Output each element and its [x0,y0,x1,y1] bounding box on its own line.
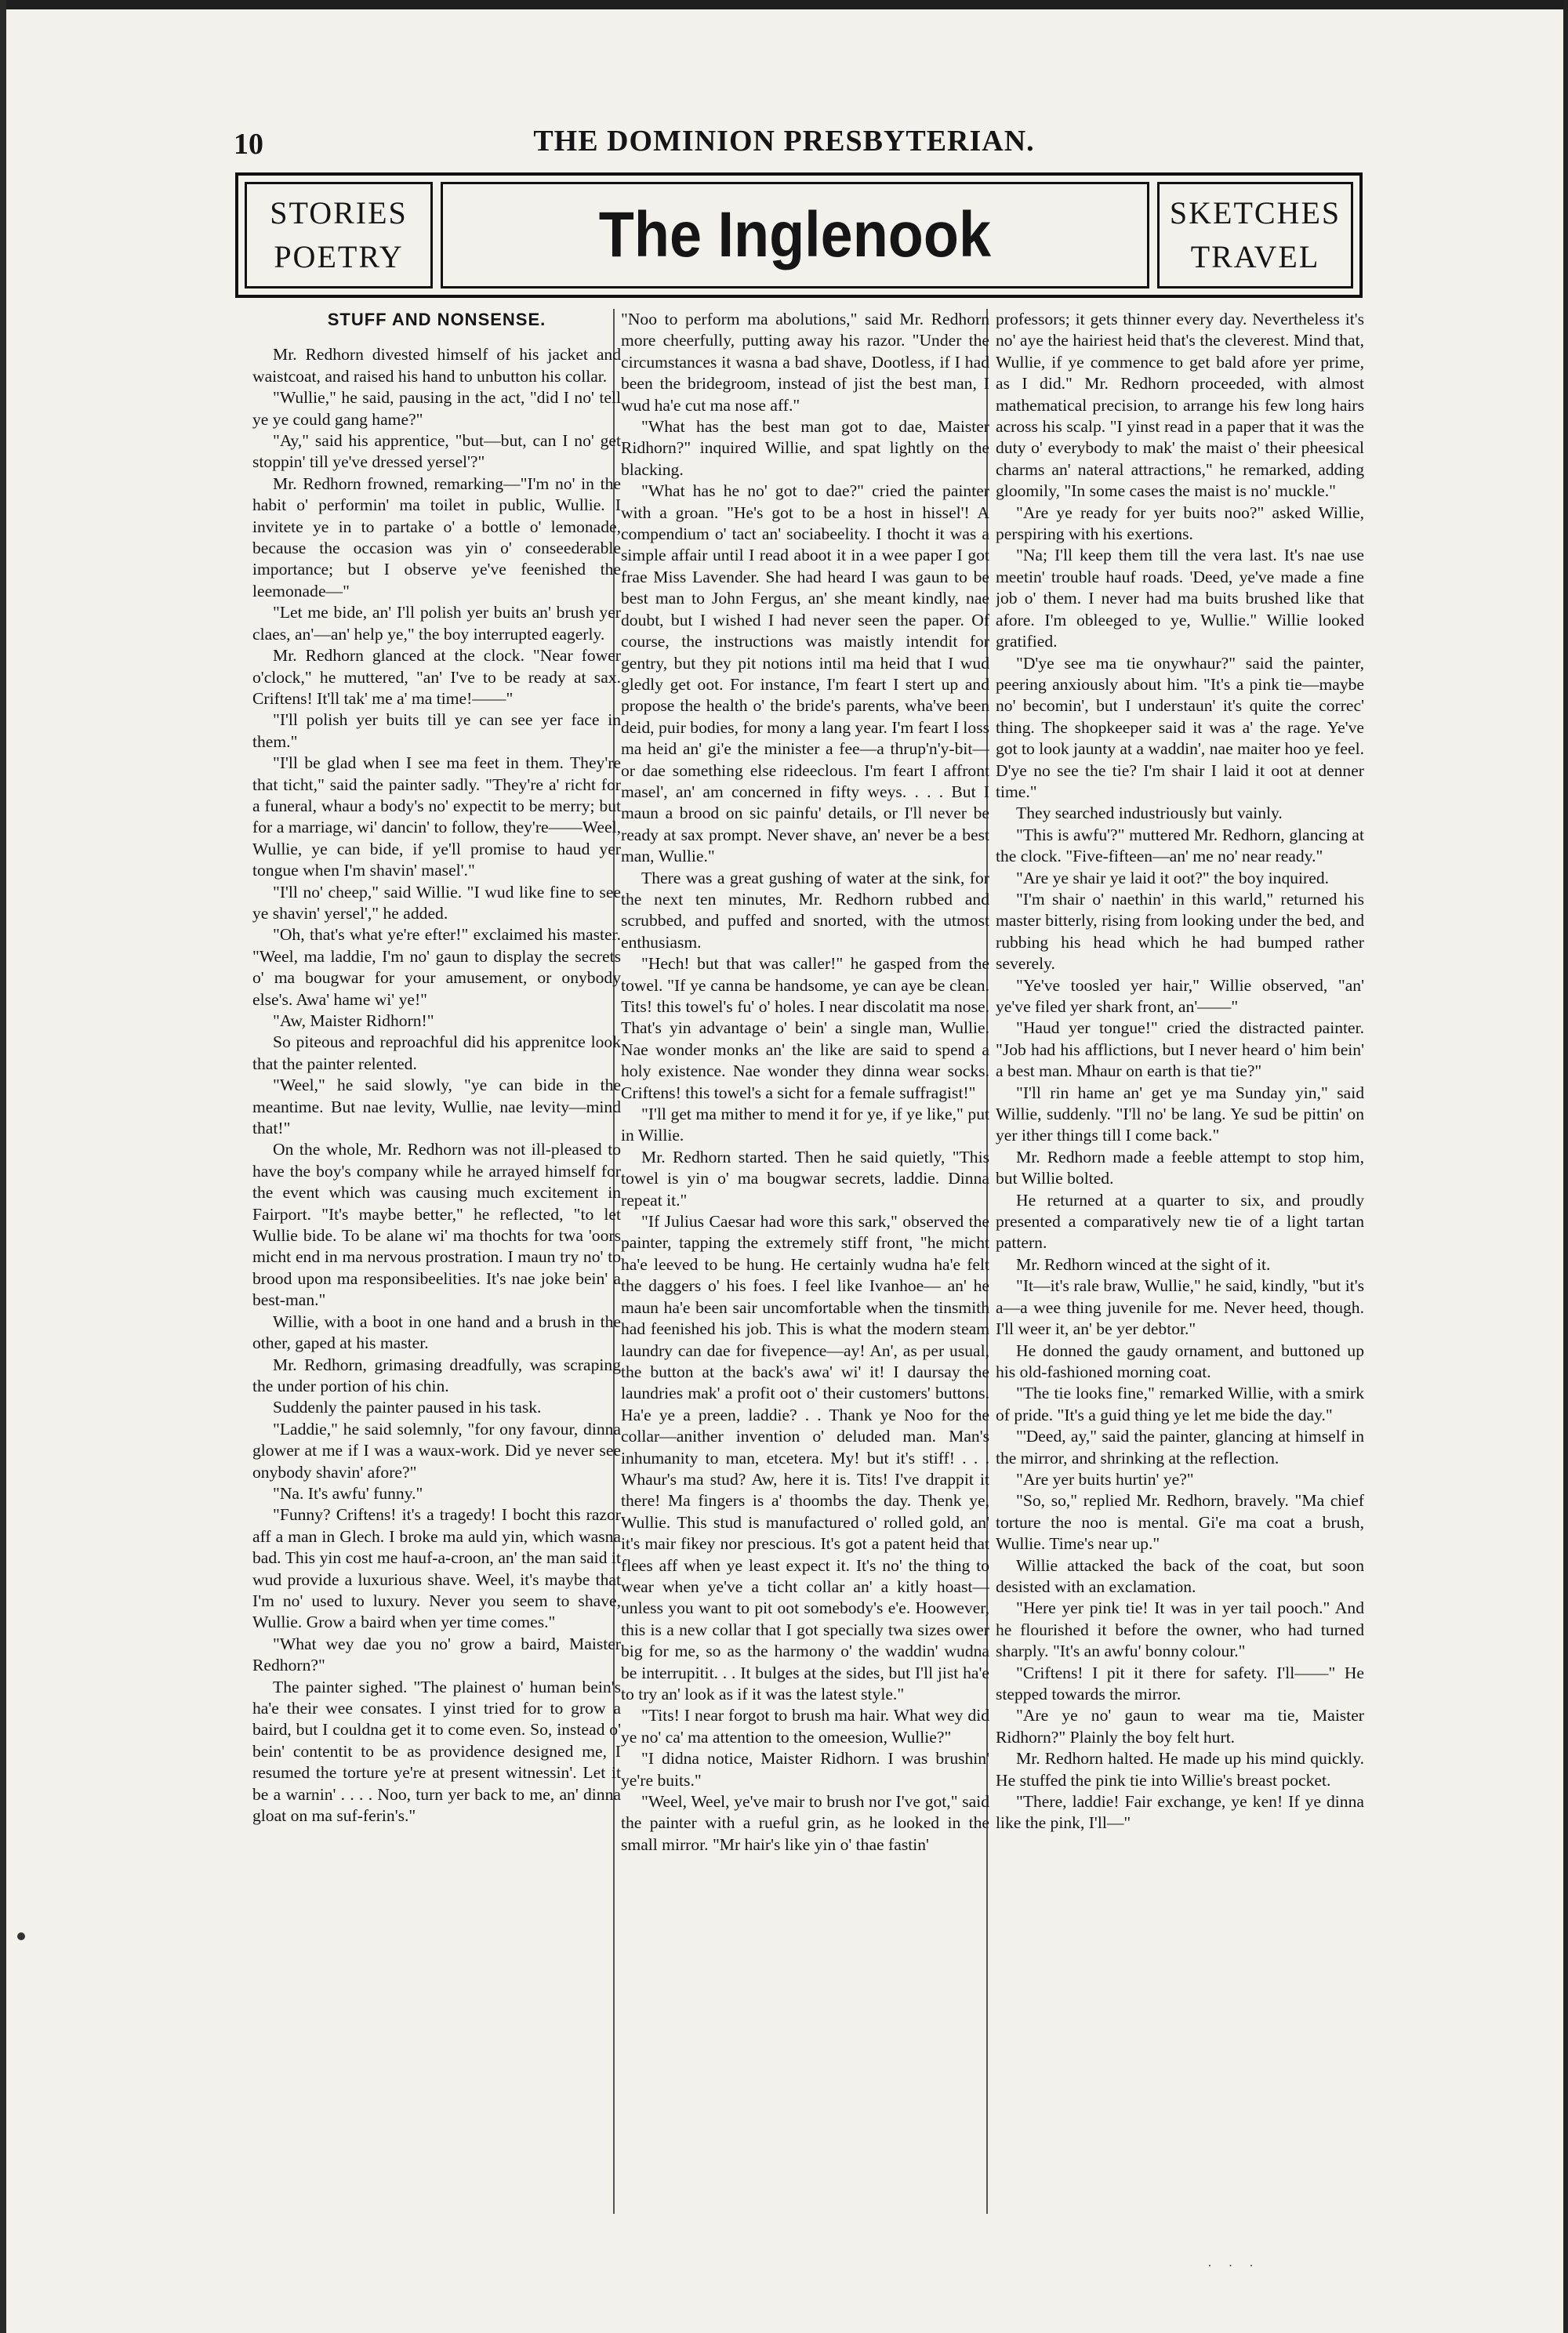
banner-right-bottom: TRAVEL [1190,239,1320,274]
scan-edge-right [1563,0,1568,2333]
banner-left-bottom: POETRY [274,239,404,274]
banner-left-box [245,182,433,288]
paragraph: "Na. It's awfu' funny." [273,1483,423,1503]
scan-edge-top [0,0,1568,9]
page-number: 10 [234,128,263,161]
paragraph: Mr. Redhorn glanced at the clock. "Near fower o'clock," he muttered, "an' I've to be ready at sax. Criftens! It'll tak' me a' ma time!——" [252,646,621,708]
article-column-2 [621,309,989,2214]
paragraph: "Wullie," he said, pausing in the act, "did I no' tell ye ye could gang hame?" [252,388,621,429]
paragraph: "It—it's rale braw, Wullie," he said, kindly, "but it's a—a wee thing juvenile for me. Never heed, though. I'll weer it, an' be yer debtor." [996,1276,1364,1339]
scan-mark [17,1932,25,1940]
paragraph: There was a great gushing of water at the sink, for the next ten minutes, Mr. Redhorn rubbed and scrubbed, and puffed and snorted, with the utmost enthusiasm. [621,868,989,952]
banner-title-box [441,182,1149,288]
paragraph: Mr. Redhorn winced at the sight of it. [1016,1254,1271,1274]
paragraph: "Oh, that's what ye're efter!" exclaimed his master. "Weel, ma laddie, I'm no' gaun to display the secrets o' ma bougwar for your amusement, or onybody else's. Awa' hame wi' ye!" [252,925,621,1009]
paragraph: "So, so," replied Mr. Redhorn, bravely. "Ma chief torture the noo is mental. Gi'e ma coat a brush, Wullie. Time's near up." [996,1491,1364,1554]
paragraph: "I'll rin hame an' get ye ma Sunday yin," said Willie, suddenly. "I'll no' be lang. Ye sud be pittin' on yer ither things till I come back." [996,1083,1364,1145]
column-3-text [996,309,1364,1834]
paragraph: "Ye've toosled yer hair," Willie observed, "an' ye've filed yer shark front, an'——" [996,975,1364,1016]
paragraph: On the whole, Mr. Redhorn was not ill-pleased to have the boy's company while he arrayed himself for the event which was causing much excitement in Fairport. "It's maybe better," he reflected, "to let Wullie bide. To be alane wi' ma thochts for twa 'oors micht end in ma nervous prostration. I maun try no' to brood upon ma responsibeelities. It's nae joke bein' a best-man." [252,1140,621,1310]
paragraph: "If Julius Caesar had wore this sark," observed the painter, tapping the extremely stiff front, "he micht ha'e leeved to be hung. He certainly wudna ha'e felt the daggers o' his foes. I feel like Ivanhoe— an' he maun ha'e been sair uncomfortable when the tinsmith had feenished his job. This is what the modern steam laundry can dae for fivepence—ay! An', as per usual, the button at the back's awa' wi' it! I daursay the laundries mak' a profit oot o' their customers' buttons. Ha'e ye a preen, laddie? . . Thank ye Noo for the collar—anither invention o' deluded man. Man's inhumanity to man, etcetera. My! but it's stiff! . . . Whaur's ma stud? Aw, here it is. Tits! I've drappit it there! Ma fingers is a' thoombs the day. Thenk ye, Wullie. This stud is manufactured o' rolled gold, an' it's mair fikey nor prescious. It's got a patent heid that flees aff when ye least expect it. It's no' the thing to wear when ye've a ticht collar an' a kitly hoast—unless you want to pit oot somebody's e'e. Hoowever, this is a new collar that I got specially twa sizes ower big for me, so as the harmony o' the waddin' wudna be interrupitit. . . It bulges at the sides, but I'll jist ha'e to try an' look as if it was the latest style." [621,1212,989,1703]
paragraph: "Tits! I near forgot to brush ma hair. What wey did ye no' ca' ma attention to the omeesion, Wullie?" [621,1706,989,1747]
paragraph: Mr. Redhorn made a feeble attempt to stop him, but Willie bolted. [996,1147,1364,1188]
paragraph: They searched industriously but vainly. [1016,804,1283,823]
paragraph: Mr. Redhorn frowned, remarking—"I'm no' in the habit o' performin' ma toilet in public, Wullie. I invitete ye in to partake o' a bottle o' lemonade, because the occasion was yin o' conseederable importance; but I observe ye've feenished the leemonade—" [252,473,621,600]
banner-right-box [1157,182,1353,288]
paragraph: Mr. Redhorn divested himself of his jacket and waistcoat, and raised his hand to unbutton his collar. [252,345,621,386]
paragraph: "Hech! but that was caller!" he gasped from the towel. "If ye canna be handsome, ye can aye be clean. Tits! this towel's fu' o' holes. I near discolatit ma nose. That's yin advantage o' bein' a single man, Wullie. Nae wonder monks an' the like are said to spend a holy existence. Nae wonder they dinna wear socks. Criftens! this towel's a sicht for a female suffragist!" [621,954,989,1102]
paragraph: "'Deed, ay," said the painter, glancing at himself in the mirror, and shrinking at the reflection. [996,1427,1364,1468]
paragraph: "I'll polish yer buits till ye can see yer face in them." [252,710,621,751]
paragraph: "Are ye no' gaun to wear ma tie, Maister Ridhorn?" Plainly the boy felt hurt. [996,1706,1364,1747]
paragraph: "This is awfu'?" muttered Mr. Redhorn, glancing at the clock. "Five-fifteen—an' me no' near ready." [996,825,1364,866]
column-1-text [252,344,621,1827]
paragraph: "Here yer pink tie! It was in yer tail pooch." And he flourished it before the owner, who had turned sharply. "It's an awfu' bonny colour." [996,1598,1364,1661]
paragraph: The painter sighed. "The plainest o' human bein's ha'e their wee consates. I yinst tried for to grow a baird, but I couldna get it to come even. So, instead o' bein' contentit to be as providence designed me, I resumed the torture ye're at present witnessin'. Let it be a warnin' . . . . Noo, turn yer back to me, an' dinna gloat on ma suf-ferin's." [252,1677,621,1826]
paragraph: "Are ye shair ye laid it oot?" the boy inquired. [1016,868,1330,887]
paragraph: Suddenly the painter paused in his task. [273,1398,542,1417]
paragraph: He returned at a quarter to six, and proudly presented a comparatively new tie of a light tartan pattern. [996,1190,1364,1253]
paragraph: "Noo to perform ma abolutions," said Mr. Redhorn more cheerfully, putting away his razor. "Under the circumstances it wasna a bad shave, Dootless, if I had been the bridegroom, instead of jist the best man, I wud ha'e cut ma nose aff." [621,310,989,415]
paragraph: "Weel, Weel, ye've mair to brush nor I've got," said the painter with a rueful grin, as he looked in the small mirror. "Mr hair's like yin o' thae fastin' [621,1792,989,1854]
paragraph: "What has he no' got to dae?" cried the painter with a groan. "He's got to be a host in hissel'! A compendium o' tact an' sociabeelity. I thocht it was a simple affair until I read aboot it in a wee paper I got frae Miss Lavender. She had heard I was gaun to be best man to John Fergus, an' she meant kindly, nae doubt, but I wished I had never seen the paper. Of course, the instructions was maistly intendit for gentry, but they pit notions intil ma heid that I wud gledly get oot. For instance, I'm feart I stert up and propose the health o' the bride's parents, wha've been deid, puir bodies, for mony a lang year. I'm feart I loss ma heid an' gi'e the minister a fee—a thrup'n'y-bit—or dae something else rideeclous. I'm feart I affront masel', an' am concerned in fifty weys. . . . But I maun a brood on sic painfu' details, or I'll never be ready at sax prompt. Never shave, an' never be a best man, Wullie." [621,481,989,866]
paragraph: "Laddie," he said solemnly, "for ony favour, dinna glower at me if I was a waux-work. Did ye never see onybody shavin' afore?" [252,1419,621,1482]
paragraph: "What has the best man got to dae, Maister Ridhorn?" inquired Willie, and spat lightly on the blacking. [621,417,989,479]
paragraph: So piteous and reproachful did his apprenitce look that the painter relented. [252,1032,621,1073]
paragraph: "Ay," said his apprentice, "but—but, can I no' get stoppin' till ye've dressed yersel'?" [252,431,621,472]
paragraph: "The tie looks fine," remarked Willie, with a smirk of pride. "It's a guid thing ye let me bide the day." [996,1384,1364,1424]
scan-edge-left [0,0,6,2333]
paragraph: "Are yer buits hurtin' ye?" [1016,1469,1194,1489]
article-column-3 [996,309,1364,2214]
paragraph: "I'll get ma mither to mend it for ye, if ye like," put in Willie. [621,1105,989,1145]
section-banner [235,172,1363,298]
paragraph: "Criftens! I pit it there for safety. I'll——" He stepped towards the mirror. [996,1663,1364,1703]
scan-specks: · · · [1207,2258,1260,2273]
paragraph: Willie attacked the back of the coat, but soon desisted with an exclamation. [996,1555,1364,1596]
paragraph: "There, laddie! Fair exchange, ye ken! If ye dinna like the pink, I'll—" [996,1792,1364,1833]
paragraph: Willie, with a boot in one hand and a brush in the other, gaped at his master. [252,1312,621,1353]
paragraph: "I'll be glad when I see ma feet in them. They're that ticht," said the painter sadly. "They're a' richt for a funeral, whaur a body's no' expectit to be merry; but for a marriage, wi' dancin' to follow, they're——Weel, Wullie, ye can bide, if ye'll promise to haud yer tongue when I'm shavin' masel'." [252,753,621,880]
paragraph: "I didna notice, Maister Ridhorn. I was brushin' ye're buits." [621,1749,989,1790]
paragraph: professors; it gets thinner every day. Nevertheless it's no' aye the hairiest heid that's the cleverest. Mind that, Wullie, if ye commence to get bald afore yer prime, as I did." Mr. Redhorn proceeded, with almost mathematical precision, to arrange his few long hairs across his scalp. "I yinst read in a paper that it was the duty o' everybody to mak' the maist o' their pheesical charms an' nateral attractions," he remarked, adding gloomily, "In some cases the maist is no' muckle." [996,310,1364,501]
article-column-1 [252,309,621,2214]
newspaper-title: THE DOMINION PRESBYTERIAN. [533,125,1035,158]
paragraph: "Funny? Criftens! it's a tragedy! I bocht this razor aff a man in Glech. I broke ma auld yin, which wasna bad. This yin cost me hauf-a-croon, an' the man said it wud provide a luxurious shave. Weel, it's maybe that I'm no' used to luxury. Never you seem to shave, Wullie. Grow a baird when yer time comes." [252,1505,621,1632]
paragraph: "Weel," he said slowly, "ye can bide in the meantime. But nae levity, Wullie, nae levity—mind that!" [252,1076,621,1138]
paragraph: "Na; I'll keep them till the vera last. It's nae use meetin' trouble hauf roads. 'Deed, ye've made a fine job o' them. I never had ma buits brushed like that afore. I'm obleeged to ye, Wullie." Willie looked gratified. [996,546,1364,651]
paragraph: "I'm shair o' naethin' in this warld," returned his master bitterly, rising from looking under the bed, and rubbing his head which he had bumped rather severely. [996,889,1364,974]
paragraph: "I'll no' cheep," said Willie. "I wud like fine to see ye shavin' yersel'," he added. [252,882,621,923]
section-title: The Inglenook [598,199,992,270]
paragraph: Mr. Redhorn started. Then he said quietly, "This towel is yin o' ma bougwar secrets, laddie. Dinna repeat it." [621,1147,989,1210]
paragraph: Mr. Redhorn, grimasing dreadfully, was scraping the under portion of his chin. [252,1355,621,1395]
paragraph: "Are ye ready for yer buits noo?" asked Willie, perspiring with his exertions. [996,503,1364,544]
column-2-text [621,309,989,1856]
article-heading: STUFF AND NONSENSE. [327,310,546,329]
paragraph: "Let me bide, an' I'll polish yer buits an' brush yer claes, an'—an' help ye," the boy interrupted eagerly. [252,603,621,644]
banner-right-top: SKETCHES [1169,195,1341,230]
paragraph: "Aw, Maister Ridhorn!" [273,1011,434,1030]
paragraph: "D'ye see ma tie onywhaur?" said the painter, peering anxiously about him. "It's a pink tie—maybe no' becomin', but I understaun' it's quite the correc' thing. The shopkeeper said it was a' the rage. Ye've got to look jaunty at a waddin', nae maiter hoo ye feel. D'ye no see the tie? I'm shair I laid it oot at denner time." [996,653,1364,801]
paragraph: "What wey dae you no' grow a baird, Maister Redhorn?" [252,1634,621,1675]
paragraph: Mr. Redhorn halted. He made up his mind quickly. He stuffed the pink tie into Willie's breast pocket. [996,1749,1364,1790]
banner-left-top: STORIES [270,195,408,230]
paragraph: He donned the gaudy ornament, and buttoned up his old-fashioned morning coat. [996,1341,1364,1381]
paragraph: "Haud yer tongue!" cried the distracted painter. "Job had his afflictions, but I never heard o' him bein' a best man. Mhaur on earth is that tie?" [996,1018,1364,1081]
